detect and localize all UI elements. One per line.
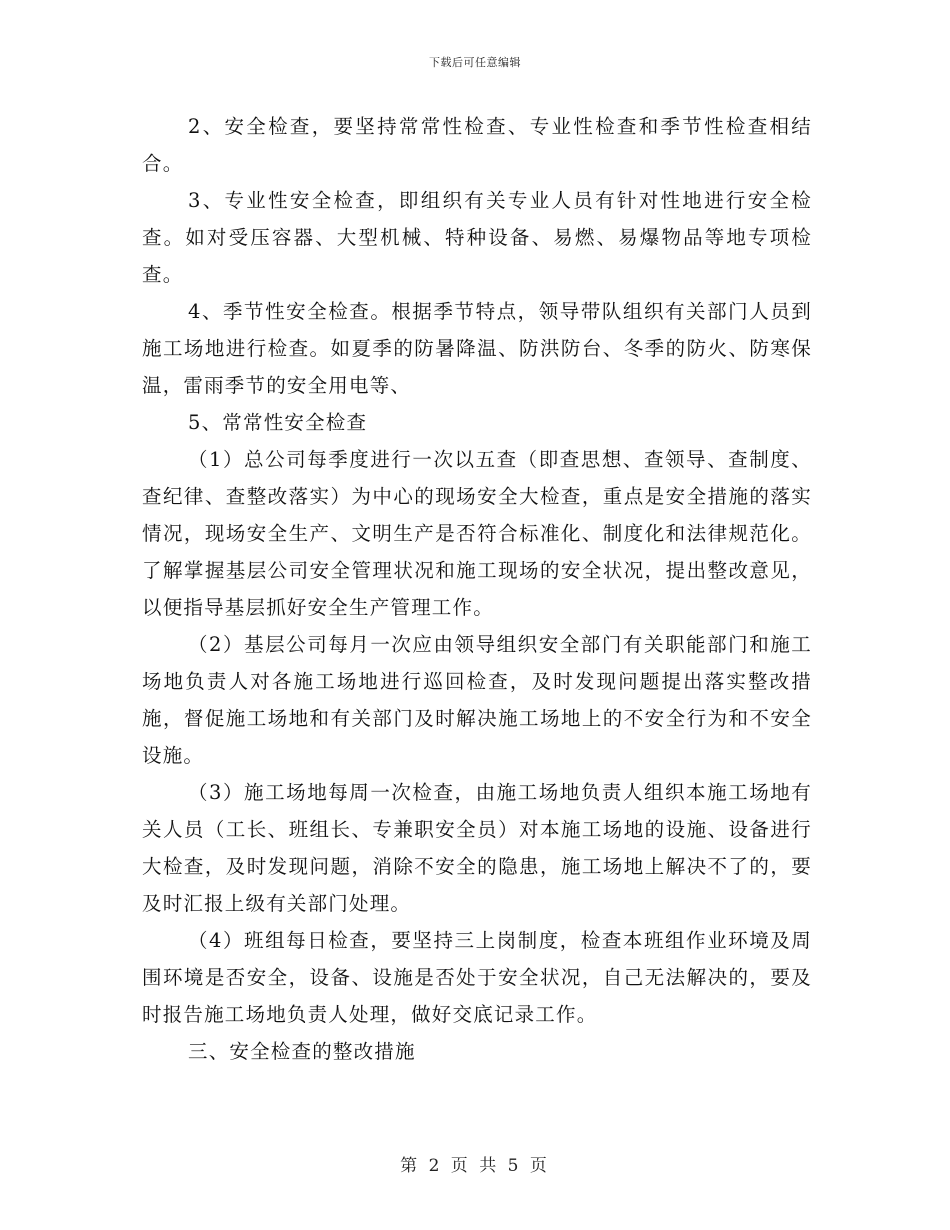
page-header: 下载后可任意编辑 [429,56,521,69]
paragraph-daily-inspection: （4）班组每日检查，要坚持三上岗制度，检查本班组作业环境及周围环境是否安全，设备、设施是否处于安全状况，自己无法解决的，要及时报告施工场地负责人处理，做好交底记录工作。 [142,929,812,1026]
paragraph-weekly-inspection: （3）施工场地每周一次检查，由施工场地负责人组织本施工场地有关人员（工长、班组长、专兼职安全员）对本施工场地的设施、设备进行大检查，及时发现问题，消除不安全的隐患，施工场地上解决不了的，要及时汇报上级有关部门处理。 [142,781,812,915]
paragraph-seasonal-inspection: 4、季节性安全检查。根据季节特点，领导带队组织有关部门人员到施工场地进行检查。如夏季的防暑降温、防洪防台、冬季的防火、防寒保温，雷雨季节的安全用电等、 [142,300,812,397]
paragraph-professional-inspection: 3、专业性安全检查，即组织有关专业人员有针对性地进行安全检查。如对受压容器、大型机械、特种设备、易燃、易爆物品等地专项检查。 [142,189,812,286]
page-number: 第 2 页 共 5 页 [400,1156,550,1176]
paragraph-routine-combined-inspection: 2、安全检查，要坚持常常性检查、专业性检查和季节性检查相结合。 [142,115,812,175]
paragraph-monthly-inspection: （2）基层公司每月一次应由领导组织安全部门有关职能部门和施工场地负责人对各施工场地进行巡回检查，及时发现问题提出落实整改措施，督促施工场地和有关部门及时解决施工场地上的不安全行为和不安全设施。 [142,633,812,767]
section-heading-rectification-measures: 三、安全检查的整改措施 [188,1040,416,1063]
paragraph-quarterly-inspection: （1）总公司每季度进行一次以五查（即查思想、查领导、查制度、查纪律、查整改落实）为中心的现场安全大检查，重点是安全措施的落实情况，现场安全生产、文明生产是否符合标准化、制度化和法律规范化。了解掌握基层公司安全管理状况和施工现场的安全状况，提出整改意见，以便指导基层抓好安全生产管理工作。 [142,448,812,619]
subheading-routine-inspection: 5、常常性安全检查 [188,411,368,434]
document-body [142,108,812,1070]
